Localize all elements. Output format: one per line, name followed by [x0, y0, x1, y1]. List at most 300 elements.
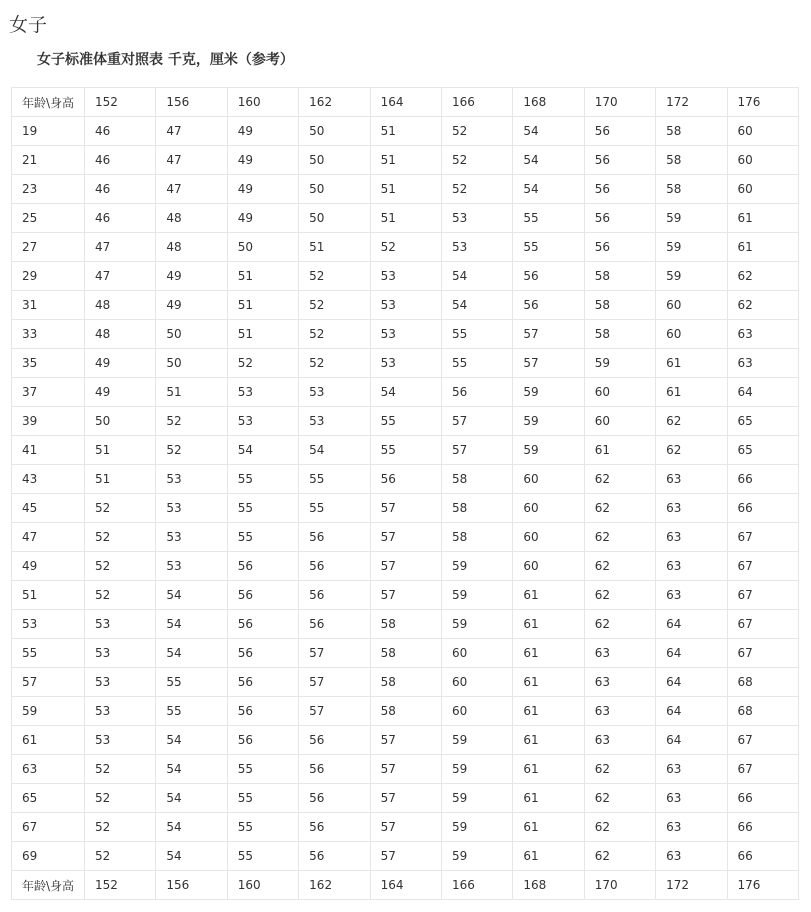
table-cell: 52 [299, 349, 370, 378]
table-cell: 51 [227, 320, 298, 349]
table-cell: 59 [441, 552, 512, 581]
table-cell: 60 [584, 378, 655, 407]
table-cell: 62 [584, 842, 655, 871]
table-cell: 56 [299, 813, 370, 842]
row-label-cell: 63 [12, 755, 85, 784]
table-row [12, 842, 799, 871]
table-cell: 60 [513, 523, 584, 552]
table-cell: 53 [156, 552, 227, 581]
table-cell: 58 [370, 668, 441, 697]
row-label-cell: 65 [12, 784, 85, 813]
table-cell: 170 [584, 871, 655, 900]
table-cell: 60 [727, 146, 798, 175]
table-cell: 60 [441, 639, 512, 668]
table-cell: 51 [227, 262, 298, 291]
table-cell: 49 [85, 378, 156, 407]
table-cell: 56 [584, 175, 655, 204]
table-cell: 67 [727, 639, 798, 668]
table-cell: 57 [299, 697, 370, 726]
table-cell: 52 [85, 581, 156, 610]
table-cell: 56 [584, 117, 655, 146]
table-cell: 58 [656, 175, 727, 204]
table-cell: 172 [656, 88, 727, 117]
table-cell: 168 [513, 88, 584, 117]
table-cell: 53 [370, 320, 441, 349]
table-row [12, 378, 799, 407]
table-cell: 59 [441, 813, 512, 842]
table-cell: 56 [584, 204, 655, 233]
table-cell: 51 [370, 204, 441, 233]
table-cell: 64 [656, 610, 727, 639]
table-row [12, 581, 799, 610]
table-cell: 55 [370, 407, 441, 436]
table-cell: 55 [299, 465, 370, 494]
row-label-cell: 45 [12, 494, 85, 523]
table-cell: 54 [156, 610, 227, 639]
table-cell: 57 [441, 436, 512, 465]
table-cell: 56 [227, 552, 298, 581]
table-cell: 57 [513, 349, 584, 378]
table-cell: 60 [513, 494, 584, 523]
table-cell: 58 [656, 117, 727, 146]
table-row [12, 262, 799, 291]
row-label-cell: 23 [12, 175, 85, 204]
table-cell: 63 [656, 842, 727, 871]
table-cell: 62 [584, 581, 655, 610]
table-cell: 55 [227, 494, 298, 523]
table-cell: 53 [299, 378, 370, 407]
table-cell: 52 [85, 755, 156, 784]
table-cell: 164 [370, 871, 441, 900]
table-caption: 女子标准体重对照表 千克，厘米（参考） [37, 52, 294, 68]
table-cell: 51 [370, 117, 441, 146]
table-cell: 53 [227, 378, 298, 407]
table-row [12, 320, 799, 349]
table-cell: 48 [85, 320, 156, 349]
table-cell: 55 [441, 320, 512, 349]
table-cell: 57 [370, 842, 441, 871]
table-cell: 53 [370, 349, 441, 378]
table-cell: 56 [513, 291, 584, 320]
table-cell: 52 [85, 813, 156, 842]
table-cell: 64 [727, 378, 798, 407]
row-label-cell: 35 [12, 349, 85, 378]
table-cell: 61 [513, 581, 584, 610]
table-cell: 62 [584, 552, 655, 581]
table-cell: 63 [727, 349, 798, 378]
table-header-row [12, 88, 799, 117]
row-label-cell: 39 [12, 407, 85, 436]
table-cell: 56 [299, 581, 370, 610]
table-cell: 52 [441, 117, 512, 146]
table-cell: 54 [156, 784, 227, 813]
table-cell: 48 [156, 233, 227, 262]
table-cell: 55 [227, 842, 298, 871]
table-cell: 56 [299, 610, 370, 639]
table-cell: 53 [370, 262, 441, 291]
table-cell: 63 [656, 552, 727, 581]
table-cell: 52 [299, 291, 370, 320]
table-cell: 47 [156, 175, 227, 204]
table-cell: 61 [513, 697, 584, 726]
table-cell: 62 [656, 436, 727, 465]
table-cell: 50 [299, 175, 370, 204]
table-cell: 53 [441, 233, 512, 262]
table-cell: 52 [85, 523, 156, 552]
table-cell: 61 [513, 755, 584, 784]
table-cell: 59 [441, 755, 512, 784]
row-label-cell: 47 [12, 523, 85, 552]
table-cell: 63 [584, 639, 655, 668]
row-label-cell: 49 [12, 552, 85, 581]
table-cell: 62 [584, 813, 655, 842]
table-cell: 53 [156, 523, 227, 552]
table-cell: 54 [156, 639, 227, 668]
table-cell: 63 [656, 755, 727, 784]
table-cell: 57 [370, 552, 441, 581]
table-cell: 60 [441, 697, 512, 726]
table-cell: 46 [85, 146, 156, 175]
table-cell: 54 [227, 436, 298, 465]
table-cell: 63 [584, 697, 655, 726]
table-cell: 63 [584, 668, 655, 697]
table-cell: 51 [370, 175, 441, 204]
table-cell: 50 [227, 233, 298, 262]
table-cell: 54 [513, 146, 584, 175]
table-cell: 59 [441, 842, 512, 871]
table-cell: 63 [656, 784, 727, 813]
table-cell: 55 [513, 204, 584, 233]
table-cell: 49 [227, 146, 298, 175]
table-row [12, 175, 799, 204]
table-cell: 152 [85, 88, 156, 117]
table-cell: 56 [299, 842, 370, 871]
table-cell: 62 [656, 407, 727, 436]
table-cell: 53 [85, 697, 156, 726]
table-cell: 67 [727, 523, 798, 552]
table-cell: 52 [85, 842, 156, 871]
table-cell: 62 [727, 291, 798, 320]
table-cell: 56 [370, 465, 441, 494]
table-cell: 49 [85, 349, 156, 378]
table-cell: 170 [584, 88, 655, 117]
table-cell: 68 [727, 668, 798, 697]
table-cell: 52 [156, 407, 227, 436]
table-cell: 55 [227, 755, 298, 784]
table-cell: 60 [513, 552, 584, 581]
table-cell: 54 [513, 175, 584, 204]
table-cell: 166 [441, 88, 512, 117]
table-cell: 60 [584, 407, 655, 436]
table-cell: 52 [299, 320, 370, 349]
table-cell: 55 [227, 813, 298, 842]
table-cell: 57 [370, 581, 441, 610]
table-cell: 51 [299, 233, 370, 262]
table-cell: 47 [156, 146, 227, 175]
table-cell: 176 [727, 88, 798, 117]
table-cell: 54 [441, 291, 512, 320]
table-cell: 54 [370, 378, 441, 407]
table-cell: 61 [656, 349, 727, 378]
table-cell: 50 [299, 204, 370, 233]
table-cell: 66 [727, 842, 798, 871]
table-cell: 162 [299, 871, 370, 900]
table-cell: 57 [299, 668, 370, 697]
table-cell: 152 [85, 871, 156, 900]
table-cell: 61 [727, 204, 798, 233]
table-cell: 56 [227, 581, 298, 610]
table-row [12, 407, 799, 436]
table-cell: 50 [85, 407, 156, 436]
table-cell: 61 [513, 726, 584, 755]
table-cell: 56 [299, 726, 370, 755]
table-cell: 60 [727, 117, 798, 146]
table-cell: 55 [299, 494, 370, 523]
table-cell: 46 [85, 204, 156, 233]
table-cell: 46 [85, 175, 156, 204]
table-row [12, 726, 799, 755]
table-cell: 51 [156, 378, 227, 407]
table-cell: 60 [513, 465, 584, 494]
table-cell: 51 [370, 146, 441, 175]
table-cell: 52 [441, 175, 512, 204]
table-cell: 60 [727, 175, 798, 204]
table-footer-row [12, 871, 799, 900]
table-cell: 67 [727, 755, 798, 784]
table-cell: 64 [656, 697, 727, 726]
table-cell: 56 [227, 697, 298, 726]
section-heading: 女子 [9, 14, 48, 36]
table-cell: 67 [727, 581, 798, 610]
table-cell: 49 [156, 291, 227, 320]
table-cell: 66 [727, 465, 798, 494]
table-cell: 64 [656, 668, 727, 697]
table-cell: 53 [156, 465, 227, 494]
table-cell: 57 [513, 320, 584, 349]
table-row [12, 697, 799, 726]
table-cell: 55 [513, 233, 584, 262]
table-cell: 52 [85, 494, 156, 523]
table-cell: 62 [727, 262, 798, 291]
table-cell: 55 [370, 436, 441, 465]
table-cell: 53 [299, 407, 370, 436]
table-cell: 62 [584, 784, 655, 813]
table-cell: 56 [299, 552, 370, 581]
table-cell: 61 [513, 668, 584, 697]
table-cell: 156 [156, 871, 227, 900]
table-cell: 56 [513, 262, 584, 291]
table-cell: 58 [584, 262, 655, 291]
table-cell: 58 [584, 320, 655, 349]
table-row [12, 117, 799, 146]
table-cell: 58 [370, 610, 441, 639]
table-cell: 59 [441, 610, 512, 639]
table-cell: 63 [656, 523, 727, 552]
table-cell: 54 [156, 755, 227, 784]
table-cell: 60 [656, 320, 727, 349]
row-label-cell: 61 [12, 726, 85, 755]
table-cell: 58 [370, 697, 441, 726]
table-cell: 49 [227, 204, 298, 233]
table-cell: 65 [727, 407, 798, 436]
table-cell: 53 [441, 204, 512, 233]
table-row [12, 755, 799, 784]
weight-reference-table [11, 87, 799, 900]
table-cell: 172 [656, 871, 727, 900]
table-row [12, 146, 799, 175]
table-cell: 64 [656, 726, 727, 755]
table-row [12, 204, 799, 233]
table-cell: 62 [584, 494, 655, 523]
table-cell: 61 [513, 813, 584, 842]
table-cell: 53 [85, 726, 156, 755]
table-row [12, 291, 799, 320]
table-cell: 55 [441, 349, 512, 378]
table-cell: 64 [656, 639, 727, 668]
table-cell: 54 [156, 726, 227, 755]
table-cell: 58 [370, 639, 441, 668]
row-label-cell: 29 [12, 262, 85, 291]
table-cell: 50 [299, 146, 370, 175]
table-cell: 176 [727, 871, 798, 900]
table-cell: 61 [513, 784, 584, 813]
table-cell: 47 [85, 233, 156, 262]
row-label-cell: 31 [12, 291, 85, 320]
table-cell: 67 [727, 726, 798, 755]
table-cell: 56 [227, 726, 298, 755]
table-cell: 61 [513, 842, 584, 871]
table-cell: 162 [299, 88, 370, 117]
table-cell: 59 [513, 407, 584, 436]
table-cell: 160 [227, 871, 298, 900]
table-cell: 63 [656, 581, 727, 610]
table-row [12, 465, 799, 494]
table-cell: 53 [85, 639, 156, 668]
table-cell: 53 [370, 291, 441, 320]
table-cell: 46 [85, 117, 156, 146]
row-label-cell: 53 [12, 610, 85, 639]
table-cell: 56 [584, 233, 655, 262]
table-cell: 59 [656, 233, 727, 262]
table-cell: 57 [370, 755, 441, 784]
table-cell: 49 [156, 262, 227, 291]
table-cell: 57 [299, 639, 370, 668]
table-cell: 63 [727, 320, 798, 349]
table-cell: 59 [513, 378, 584, 407]
table-cell: 68 [727, 697, 798, 726]
table-row [12, 523, 799, 552]
table-cell: 57 [370, 523, 441, 552]
table-cell: 51 [85, 436, 156, 465]
row-label-cell: 57 [12, 668, 85, 697]
table-cell: 59 [656, 204, 727, 233]
table-cell: 59 [441, 784, 512, 813]
table-cell: 55 [227, 465, 298, 494]
table-row [12, 668, 799, 697]
table-cell: 160 [227, 88, 298, 117]
table-cell: 57 [441, 407, 512, 436]
table-cell: 59 [584, 349, 655, 378]
row-label-cell: 69 [12, 842, 85, 871]
row-label-cell: 41 [12, 436, 85, 465]
table-cell: 63 [656, 494, 727, 523]
table-cell: 52 [156, 436, 227, 465]
table-cell: 49 [227, 117, 298, 146]
table-cell: 53 [85, 668, 156, 697]
table-cell: 58 [656, 146, 727, 175]
table-cell: 59 [441, 726, 512, 755]
table-cell: 56 [299, 755, 370, 784]
table-cell: 60 [656, 291, 727, 320]
table-row [12, 494, 799, 523]
table-cell: 56 [227, 610, 298, 639]
table-cell: 54 [156, 813, 227, 842]
table-row [12, 552, 799, 581]
table-cell: 62 [584, 523, 655, 552]
row-label-cell: 55 [12, 639, 85, 668]
table-cell: 61 [656, 378, 727, 407]
table-row [12, 349, 799, 378]
table-cell: 166 [441, 871, 512, 900]
table-cell: 52 [85, 784, 156, 813]
table-cell: 168 [513, 871, 584, 900]
table-cell: 57 [370, 494, 441, 523]
table-cell: 57 [370, 726, 441, 755]
table-cell: 59 [441, 581, 512, 610]
table-cell: 55 [156, 697, 227, 726]
table-cell: 50 [156, 320, 227, 349]
table-cell: 52 [227, 349, 298, 378]
table-cell: 164 [370, 88, 441, 117]
table-cell: 53 [85, 610, 156, 639]
table-cell: 61 [513, 639, 584, 668]
table-cell: 49 [227, 175, 298, 204]
table-cell: 60 [441, 668, 512, 697]
table-row [12, 233, 799, 262]
table-cell: 62 [584, 610, 655, 639]
table-cell: 54 [299, 436, 370, 465]
row-label-cell: 19 [12, 117, 85, 146]
table-cell: 50 [299, 117, 370, 146]
table-cell: 156 [156, 88, 227, 117]
table-cell: 61 [727, 233, 798, 262]
table-row [12, 639, 799, 668]
table-cell: 54 [156, 581, 227, 610]
table-cell: 58 [441, 523, 512, 552]
row-label-cell: 51 [12, 581, 85, 610]
table-cell: 56 [299, 523, 370, 552]
row-label-cell: 67 [12, 813, 85, 842]
table-cell: 48 [85, 291, 156, 320]
table-cell: 55 [227, 784, 298, 813]
table-cell: 58 [441, 494, 512, 523]
table-cell: 56 [227, 668, 298, 697]
table-cell: 51 [227, 291, 298, 320]
row-label-cell: 43 [12, 465, 85, 494]
table-cell: 57 [370, 784, 441, 813]
table-cell: 67 [727, 610, 798, 639]
table-cell: 47 [85, 262, 156, 291]
table-row [12, 813, 799, 842]
table-cell: 52 [370, 233, 441, 262]
table-cell: 53 [156, 494, 227, 523]
table-body [12, 88, 799, 900]
table-row [12, 784, 799, 813]
table-cell: 58 [441, 465, 512, 494]
table-cell: 57 [370, 813, 441, 842]
table-cell: 56 [299, 784, 370, 813]
table-cell: 52 [299, 262, 370, 291]
